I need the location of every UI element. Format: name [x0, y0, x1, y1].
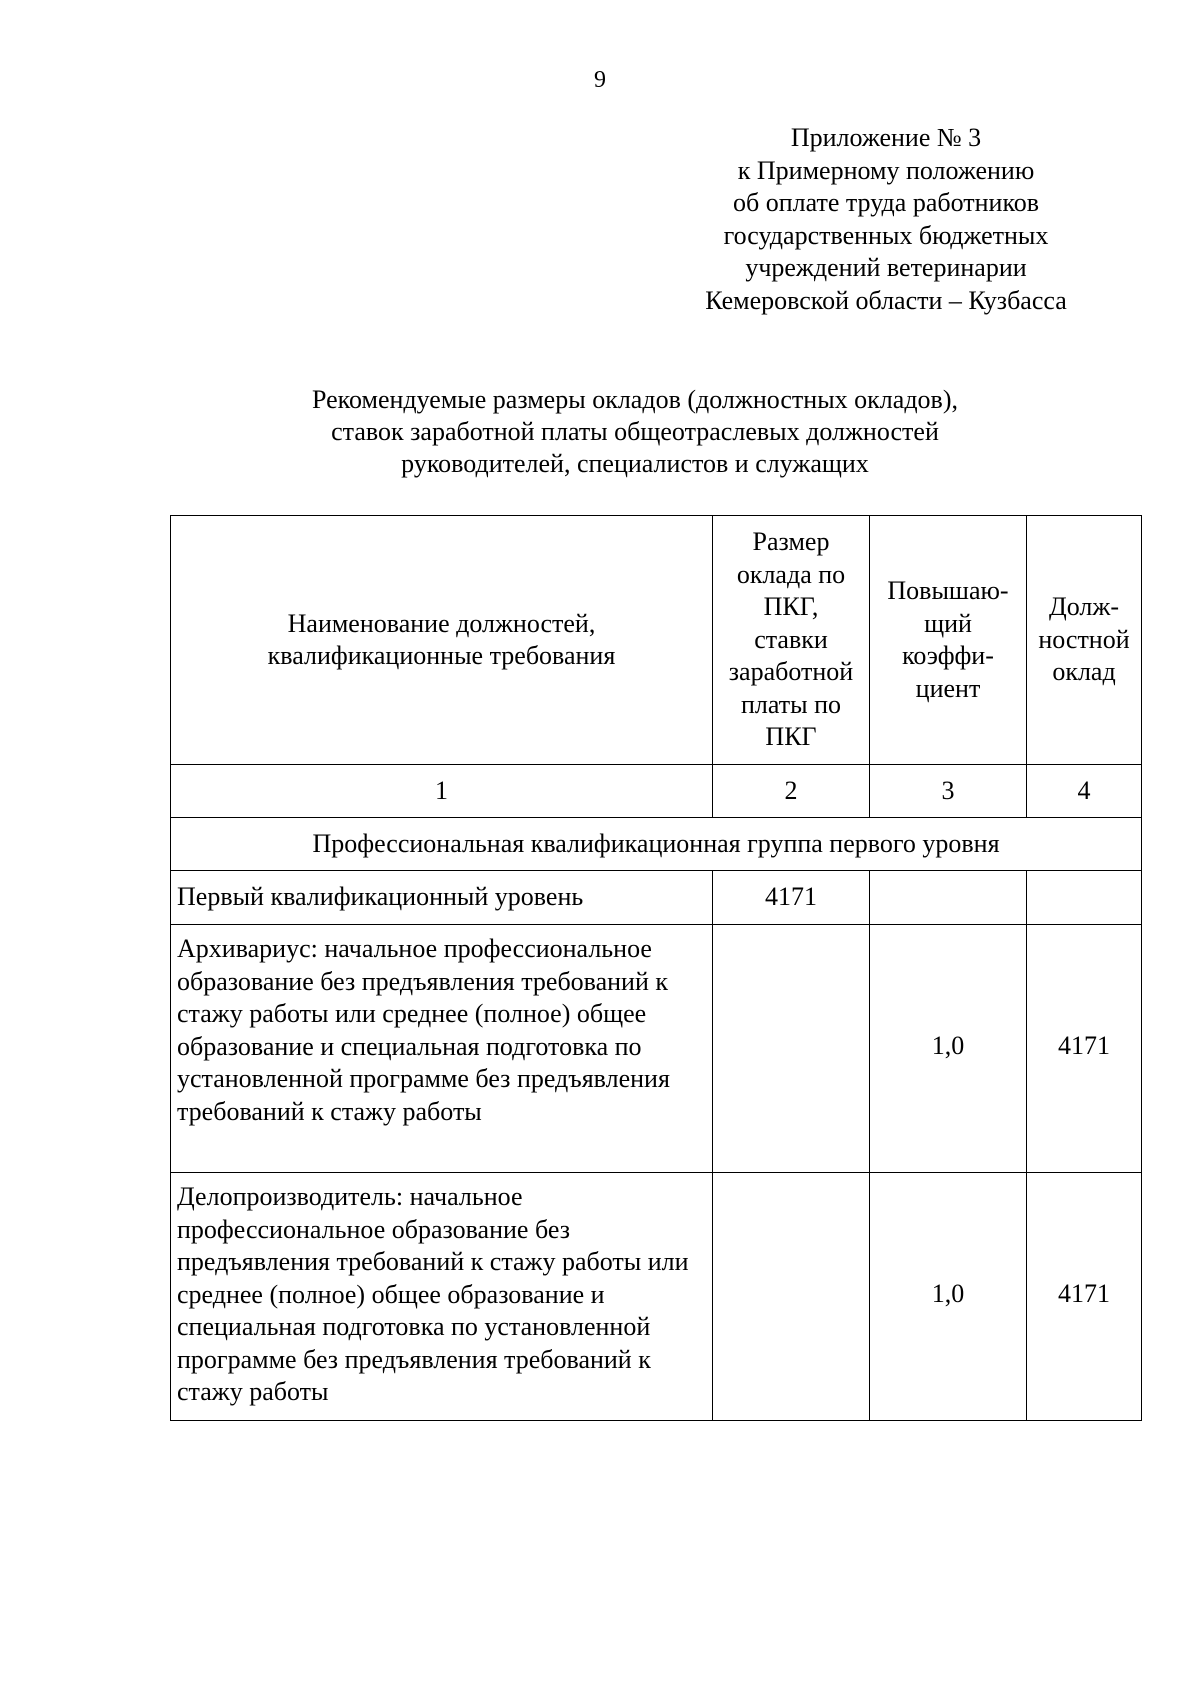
- appendix-line: Кемеровской области – Кузбасса: [705, 285, 1067, 315]
- table-row: [171, 925, 1142, 1173]
- table-row: [171, 871, 1142, 925]
- column-number: 1: [171, 765, 713, 818]
- appendix-line: учреждений ветеринарии: [745, 253, 1027, 282]
- header-line: Повышаю-: [887, 576, 1009, 605]
- group-row: [171, 818, 1142, 871]
- appendix-line: к Примерному положению: [737, 155, 1035, 185]
- appendix-line: государственных бюджетных: [723, 220, 1049, 250]
- appendix-line: Приложение № 3: [790, 123, 982, 152]
- position-official-salary: 4171: [1027, 1173, 1142, 1421]
- column-number: 3: [870, 765, 1027, 818]
- title-line: руководителей, специалистов и служащих: [401, 449, 869, 478]
- header-line: Размер: [752, 527, 830, 557]
- position-salary: [713, 1173, 870, 1421]
- header-position-name: [171, 516, 713, 765]
- level-name: Первый квалификационный уровень: [171, 871, 713, 925]
- group-title: Профессиональная квалификационная группа первого уровня: [171, 818, 1142, 871]
- column-number-row: [171, 765, 1142, 818]
- level-official-salary: [1027, 871, 1142, 925]
- header-line: коэффи-: [902, 641, 994, 670]
- table-row: [171, 1173, 1142, 1421]
- header-coefficient: [870, 516, 1027, 765]
- salary-table: [170, 515, 1142, 1421]
- table-header-row: [171, 516, 1142, 765]
- position-name: Архивариус: начальное профессиональное образование без предъявления требований к стажу работы или среднее (полное) общее образование и специальная подготовка по установленной программе без предъявления требований к стажу работы: [171, 925, 713, 1173]
- header-official-salary: [1027, 516, 1142, 765]
- column-number: 2: [713, 765, 870, 818]
- position-coefficient: 1,0: [870, 925, 1027, 1173]
- header-line: циент: [915, 673, 981, 703]
- header-line: Наименование должностей,: [287, 608, 596, 638]
- position-official-salary: 4171: [1027, 925, 1142, 1173]
- header-line: щий: [924, 608, 972, 638]
- level-coefficient: [870, 871, 1027, 925]
- position-salary: [713, 925, 870, 1173]
- header-line: оклад: [1052, 657, 1116, 687]
- appendix-block: [686, 122, 1086, 317]
- level-salary: 4171: [713, 871, 870, 925]
- title-line: ставок заработной платы общеотраслевых должностей: [331, 417, 939, 446]
- header-line: ставки: [754, 624, 828, 654]
- title-line: Рекомендуемые размеры окладов (должностных окладов),: [312, 385, 958, 414]
- header-line: ностной: [1038, 624, 1130, 654]
- appendix-line: об оплате труда работников: [732, 188, 1040, 217]
- header-line: заработной: [728, 657, 854, 687]
- header-pkg-salary: [713, 516, 870, 765]
- header-line: платы по: [740, 689, 841, 719]
- column-number: 4: [1027, 765, 1142, 818]
- header-line: оклада по: [736, 559, 846, 589]
- page-number: 9: [594, 67, 606, 93]
- header-line: ПКГ,: [763, 592, 819, 622]
- position-name: Делопроизводитель: начальное профессиональное образование без предъявления требований к стажу работы или среднее (полное) общее образование и специальная подготовка по установленной программе без предъявления требований к стажу работы: [171, 1173, 713, 1421]
- header-line: Долж-: [1049, 592, 1119, 622]
- position-coefficient: 1,0: [870, 1173, 1027, 1421]
- header-line: ПКГ: [765, 722, 817, 752]
- document-title: [170, 384, 1100, 480]
- header-line: квалификационные требования: [267, 641, 616, 670]
